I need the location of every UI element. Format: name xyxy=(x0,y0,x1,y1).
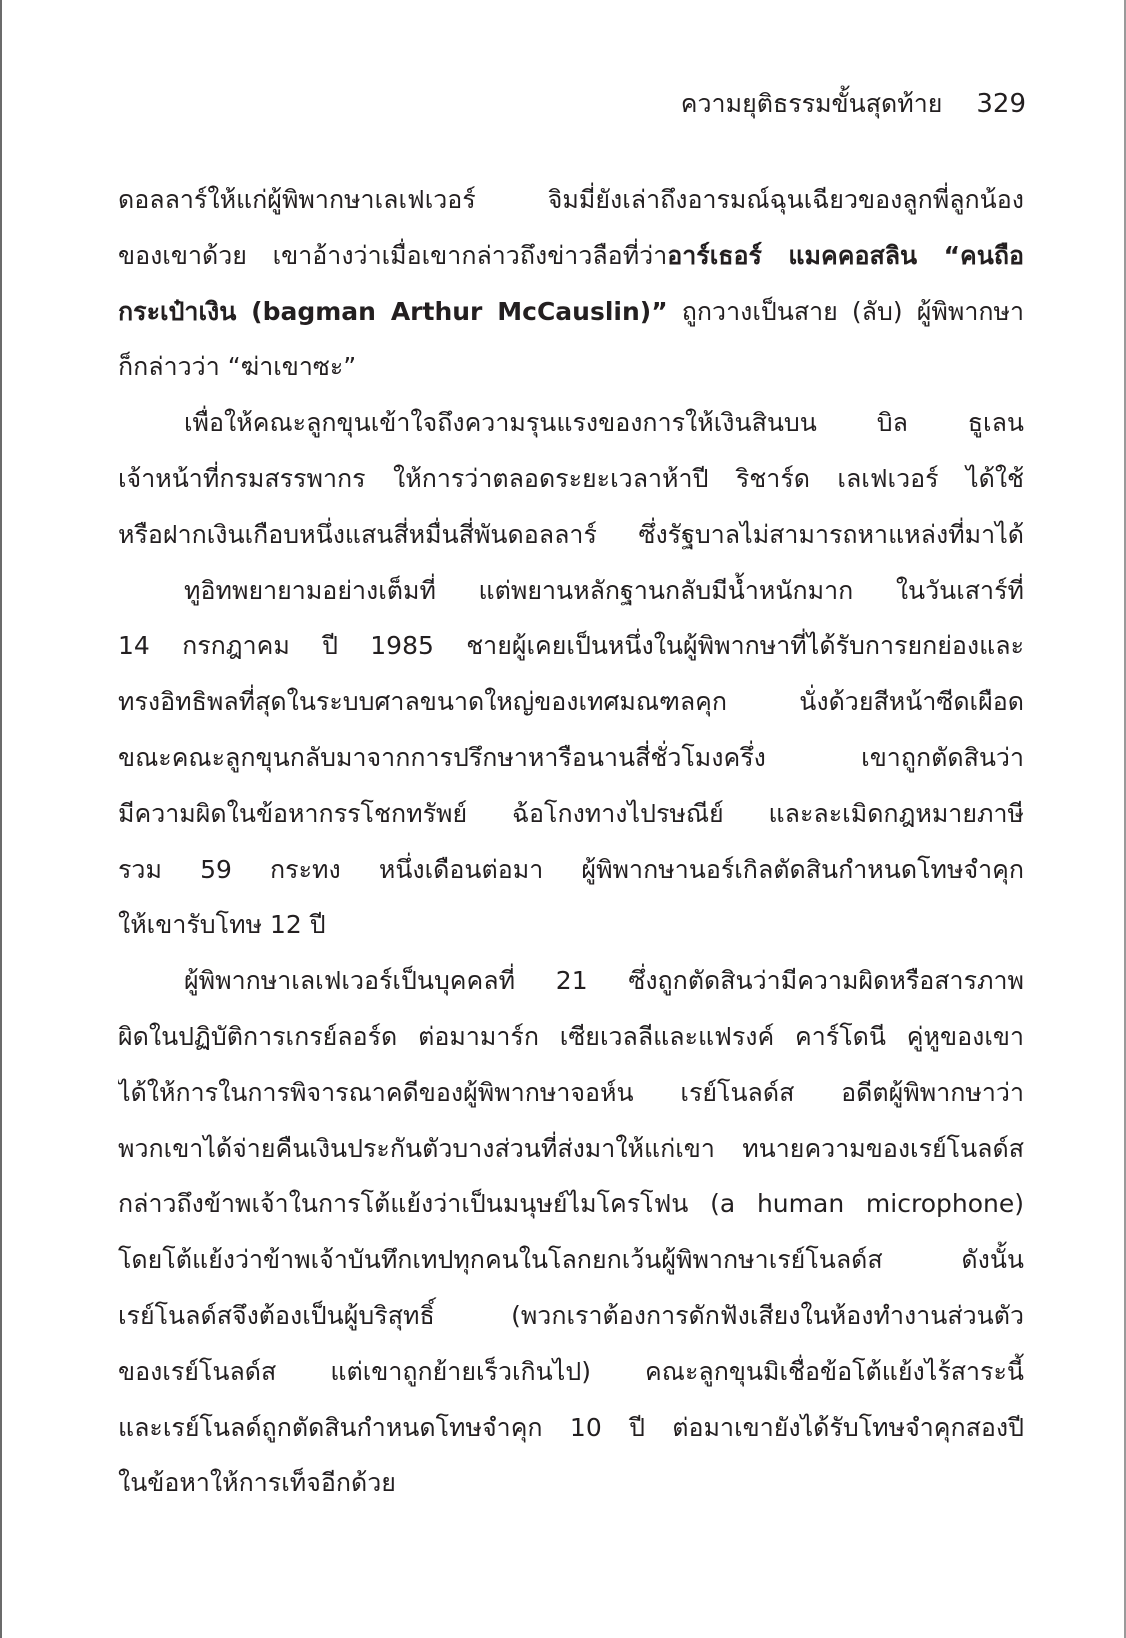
body-line-last: ในข้อหาให้การเท็จอีกด้วย xyxy=(118,1468,396,1498)
body-line: ผิดในปฏิบัติการเกรย์ลอร์ด ต่อมามาร์ก เซียเวลลีและแฟรงค์ คาร์โดนี คู่หูของเขา xyxy=(118,1021,1024,1051)
body-line xyxy=(118,284,1024,340)
body-line-last: ก็กล่าวว่า “ฆ่าเขาซะ” xyxy=(118,352,357,382)
page-edge-left xyxy=(0,0,2,1638)
paragraph-first-line: เพื่อให้คณะลูกขุนเข้าใจถึงความรุนแรงของการให้เงินสินบน บิล ธูเลน xyxy=(184,408,1024,438)
body-line: เรย์โนลด์สจึงต้องเป็นผู้บริสุทธิ์ (พวกเราต้องการดักฟังเสียงในห้องทำงานส่วนตัว xyxy=(118,1300,1024,1330)
paragraph-first-line: ผู้พิพากษาเลเฟเวอร์เป็นบุคคลที่ 21 ซึ่งถูกตัดสินว่ามีความผิดหรือสารภาพ xyxy=(184,966,1024,996)
body-line: ขณะคณะลูกขุนกลับมาจากการปรึกษาหารือนานสี่ชั่วโมงครึ่ง เขาถูกตัดสินว่า xyxy=(118,742,1024,772)
body-line: เจ้าหน้าที่กรมสรรพากร ให้การว่าตลอดระยะเวลาห้าปี ริชาร์ด เลเฟเวอร์ ได้ใช้ xyxy=(118,463,1024,493)
running-head-title: ความยุติธรรมขั้นสุดท้าย xyxy=(680,89,943,118)
body-line: กล่าวถึงข้าพเจ้าในการโต้แย้งว่าเป็นมนุษย์ไมโครโฟน (a human microphone) xyxy=(118,1189,1024,1219)
body-line: พวกเขาได้จ่ายคืนเงินประกันตัวบางส่วนที่ส่งมาให้แก่เขา ทนายความของเรย์โนลด์ส xyxy=(118,1133,1024,1163)
body-text xyxy=(118,172,1024,1511)
body-line: รวม 59 กระทง หนึ่งเดือนต่อมา ผู้พิพากษานอร์เกิลตัดสินกำหนดโทษจำคุก xyxy=(118,854,1024,884)
body-line: ได้ให้การในการพิจารณาคดีของผู้พิพากษาจอห์น เรย์โนลด์ส อดีตผู้พิพากษาว่า xyxy=(118,1077,1024,1107)
bold-name-text: อาร์เธอร์ แมคคอสลิน “คนถือ xyxy=(667,240,1024,270)
body-line xyxy=(118,228,1024,284)
body-line-text: ถูกวางเป็นสาย (ลับ) ผู้พิพากษา xyxy=(667,296,1024,326)
body-line: หรือฝากเงินเกือบหนึ่งแสนสี่หมื่นสี่พันดอลลาร์ ซึ่งรัฐบาลไม่สามารถหาแหล่งที่มาได้ xyxy=(118,519,1024,549)
running-head xyxy=(681,84,1026,124)
body-line: โดยโต้แย้งว่าข้าพเจ้าบันทึกเทปทุกคนในโลกยกเว้นผู้พิพากษาเรย์โนลด์ส ดังนั้น xyxy=(118,1245,1024,1275)
paragraph-first-line: ทูอิทพยายามอย่างเต็มที่ แต่พยานหลักฐานกลับมีน้ำหนักมาก ในวันเสาร์ที่ xyxy=(184,575,1024,605)
body-line: ทรงอิทธิพลที่สุดในระบบศาลขนาดใหญ่ของเทศมณฑลคุก นั่งด้วยสีหน้าซีดเผือด xyxy=(118,687,1024,717)
page-number: 329 xyxy=(976,89,1026,119)
body-line: ดอลลาร์ให้แก่ผู้พิพากษาเลเฟเวอร์ จิมมี่ยังเล่าถึงอารมณ์ฉุนเฉียวของลูกพี่ลูกน้อง xyxy=(118,185,1024,214)
body-line-text: ของเขาด้วย เขาอ้างว่าเมื่อเขากล่าวถึงข่าวลือที่ว่า xyxy=(118,240,668,270)
body-line: และเรย์โนลด์ถูกตัดสินกำหนดโทษจำคุก 10 ปี ต่อมาเขายังได้รับโทษจำคุกสองปี xyxy=(118,1412,1024,1442)
bold-name-text: กระเป๋าเงิน (bagman Arthur McCauslin)” xyxy=(118,296,668,326)
body-line-last: ให้เขารับโทษ 12 ปี xyxy=(118,910,326,940)
body-line: 14 กรกฎาคม ปี 1985 ชายผู้เคยเป็นหนึ่งในผู้พิพากษาที่ได้รับการยกย่องและ xyxy=(118,631,1024,661)
body-line: ของเรย์โนลด์ส แต่เขาถูกย้ายเร็วเกินไป) คณะลูกขุนมิเชื่อข้อโต้แย้งไร้สาระนี้ xyxy=(118,1356,1024,1386)
body-line: มีความผิดในข้อหากรรโชกทรัพย์ ฉ้อโกงทางไปรษณีย์ และละเมิดกฎหมายภาษี xyxy=(118,798,1024,828)
